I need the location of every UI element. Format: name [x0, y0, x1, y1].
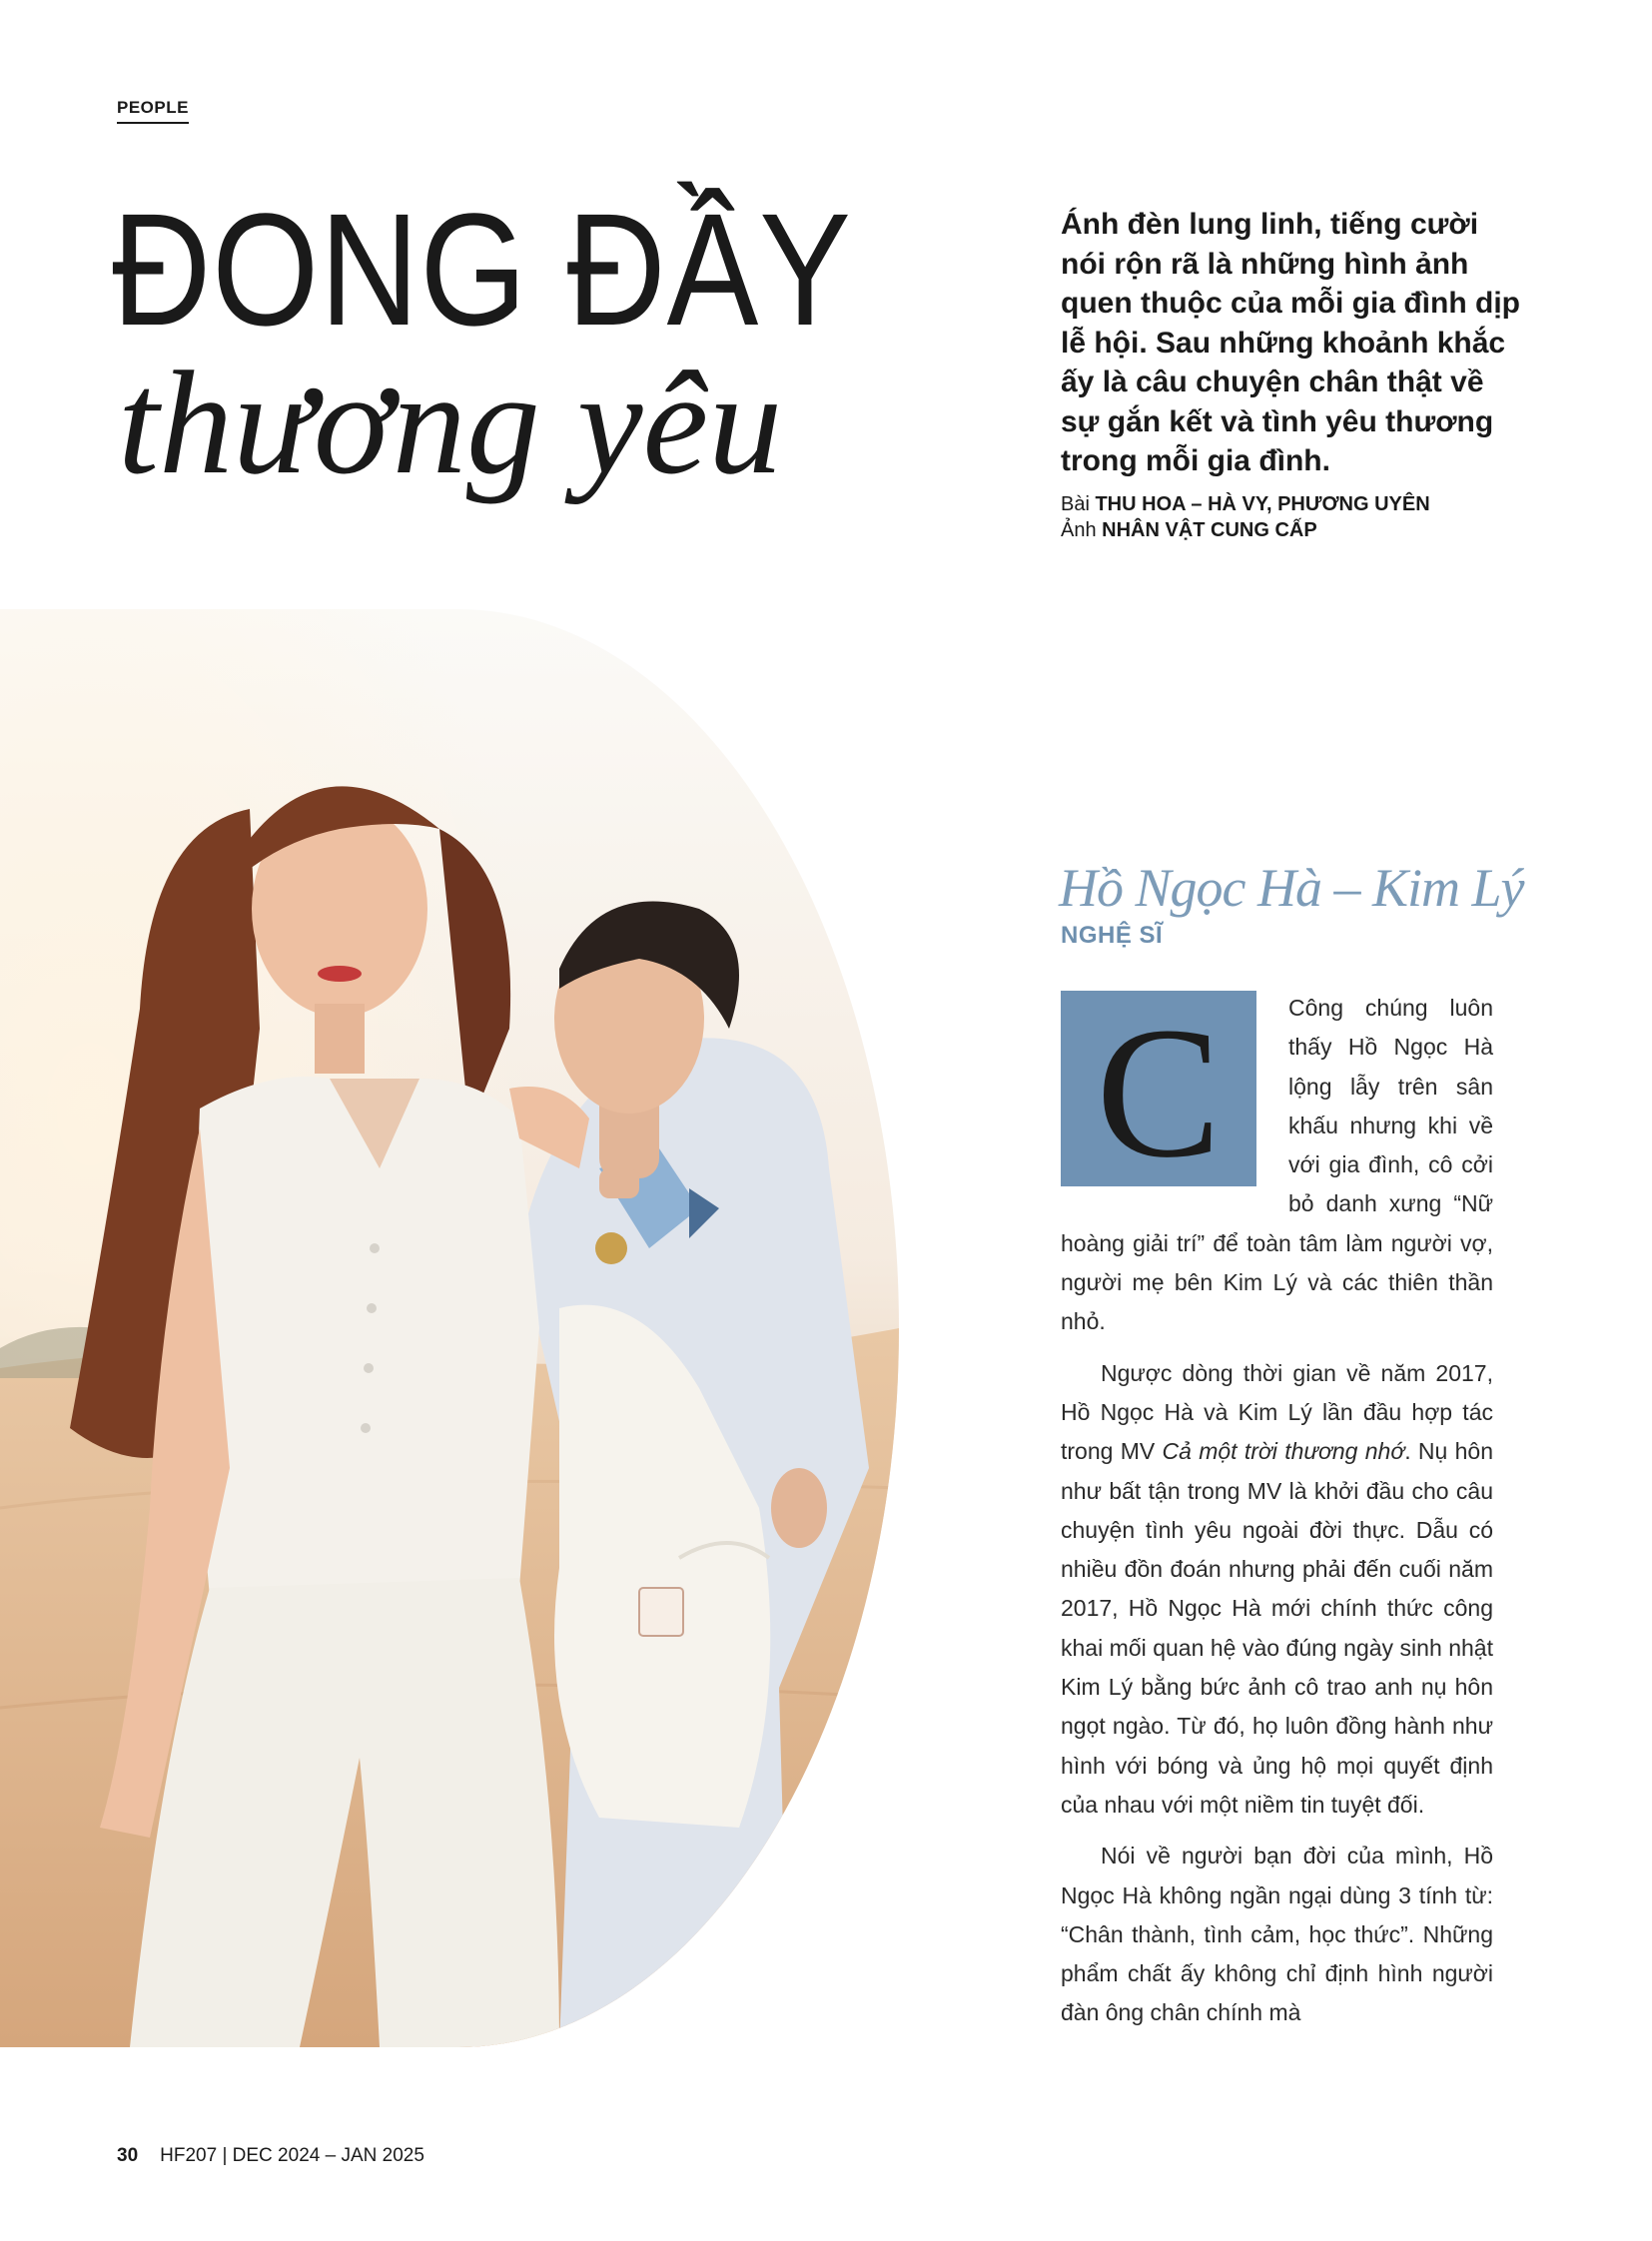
credits: [1061, 491, 1540, 543]
issue-info: HF207 | DEC 2024 – JAN 2025: [160, 2145, 424, 2166]
paragraph-2: [1061, 1354, 1493, 1826]
lede: Ánh đèn lung linh, tiếng cười nói rộn rã là những hình ảnh quen thuộc của mỗi gia đình dịp lễ hội. Sau những khoảnh khắc ấy là câu chuyện chân thật về sự gắn kết và tình yêu thương trong mỗi gia đình.: [1061, 208, 1520, 477]
paragraph-3: Nói về người bạn đời của mình, Hồ Ngọc Hà không ngần ngại dùng 3 tính từ: “Chân thành, tình cảm, học thức”. Những phẩm chất ấy không chỉ định hình người đàn ông chân chính mà: [1061, 1843, 1493, 2026]
mv-title: Cả một trời thương nhớ: [1162, 1438, 1405, 1465]
photo-credit: [1061, 517, 1540, 543]
photo-credit-source: NHÂN VẬT CUNG CẤP: [1102, 519, 1317, 541]
couple-photo: [0, 609, 899, 2047]
drop-cap-letter: C: [1096, 988, 1222, 1196]
headline: ĐONG ĐẦY: [112, 180, 852, 359]
text-credit-label: Bài: [1061, 493, 1090, 515]
headline-script: thương yêu: [118, 342, 783, 505]
drop-cap: [1061, 988, 1256, 1196]
text-credit-authors: THU HOA – HÀ VY, PHƯƠNG UYÊN: [1095, 493, 1430, 515]
page-footer: [117, 2145, 424, 2167]
paragraph-2-text-b: . Nụ hôn như bất tận trong MV là khởi đầu cho câu chuyện tình yêu ngoài đời thực. Dẫu có nhiều đồn đoán nhưng phải đến cuối năm 2017, Hồ Ngọc Hà mới chính thức công khai mối quan hệ vào đúng ngày sinh nhật Kim Lý bằng bức ảnh cô trao anh nụ hôn ngọt ngào. Từ đó, họ luôn đồng hành như hình với bóng và ủng hộ mọi quyết định của nhau với một niềm tin tuyệt đối.: [1061, 1438, 1493, 1818]
section-label: PEOPLE: [117, 98, 189, 124]
article-body: [1061, 989, 1493, 2045]
couple-photo-illustration: [0, 609, 899, 2047]
paragraph-2-text-a: Ngược dòng thời gian về năm 2017, Hồ Ngọc Hà và Kim Lý lần đầu hợp tác trong MV: [1061, 1359, 1493, 1465]
paragraph-1: [1061, 989, 1493, 1342]
photo-credit-label: Ảnh: [1061, 519, 1097, 541]
profile-name: Hồ Ngọc Hà – Kim Lý: [1059, 858, 1524, 918]
text-credit: [1061, 491, 1540, 517]
page-number: 30: [117, 2145, 139, 2166]
profile-role: NGHỆ SĨ: [1061, 922, 1164, 949]
paragraph-1-text: Công chúng luôn thấy Hồ Ngọc Hà lộng lẫy trên sân khấu nhưng khi về với gia đình, cô cởi bỏ danh xưng “Nữ hoàng giải trí” để toàn tâm làm người vợ, người mẹ bên Kim Lý và các thiên thần nhỏ.: [1061, 995, 1493, 1335]
